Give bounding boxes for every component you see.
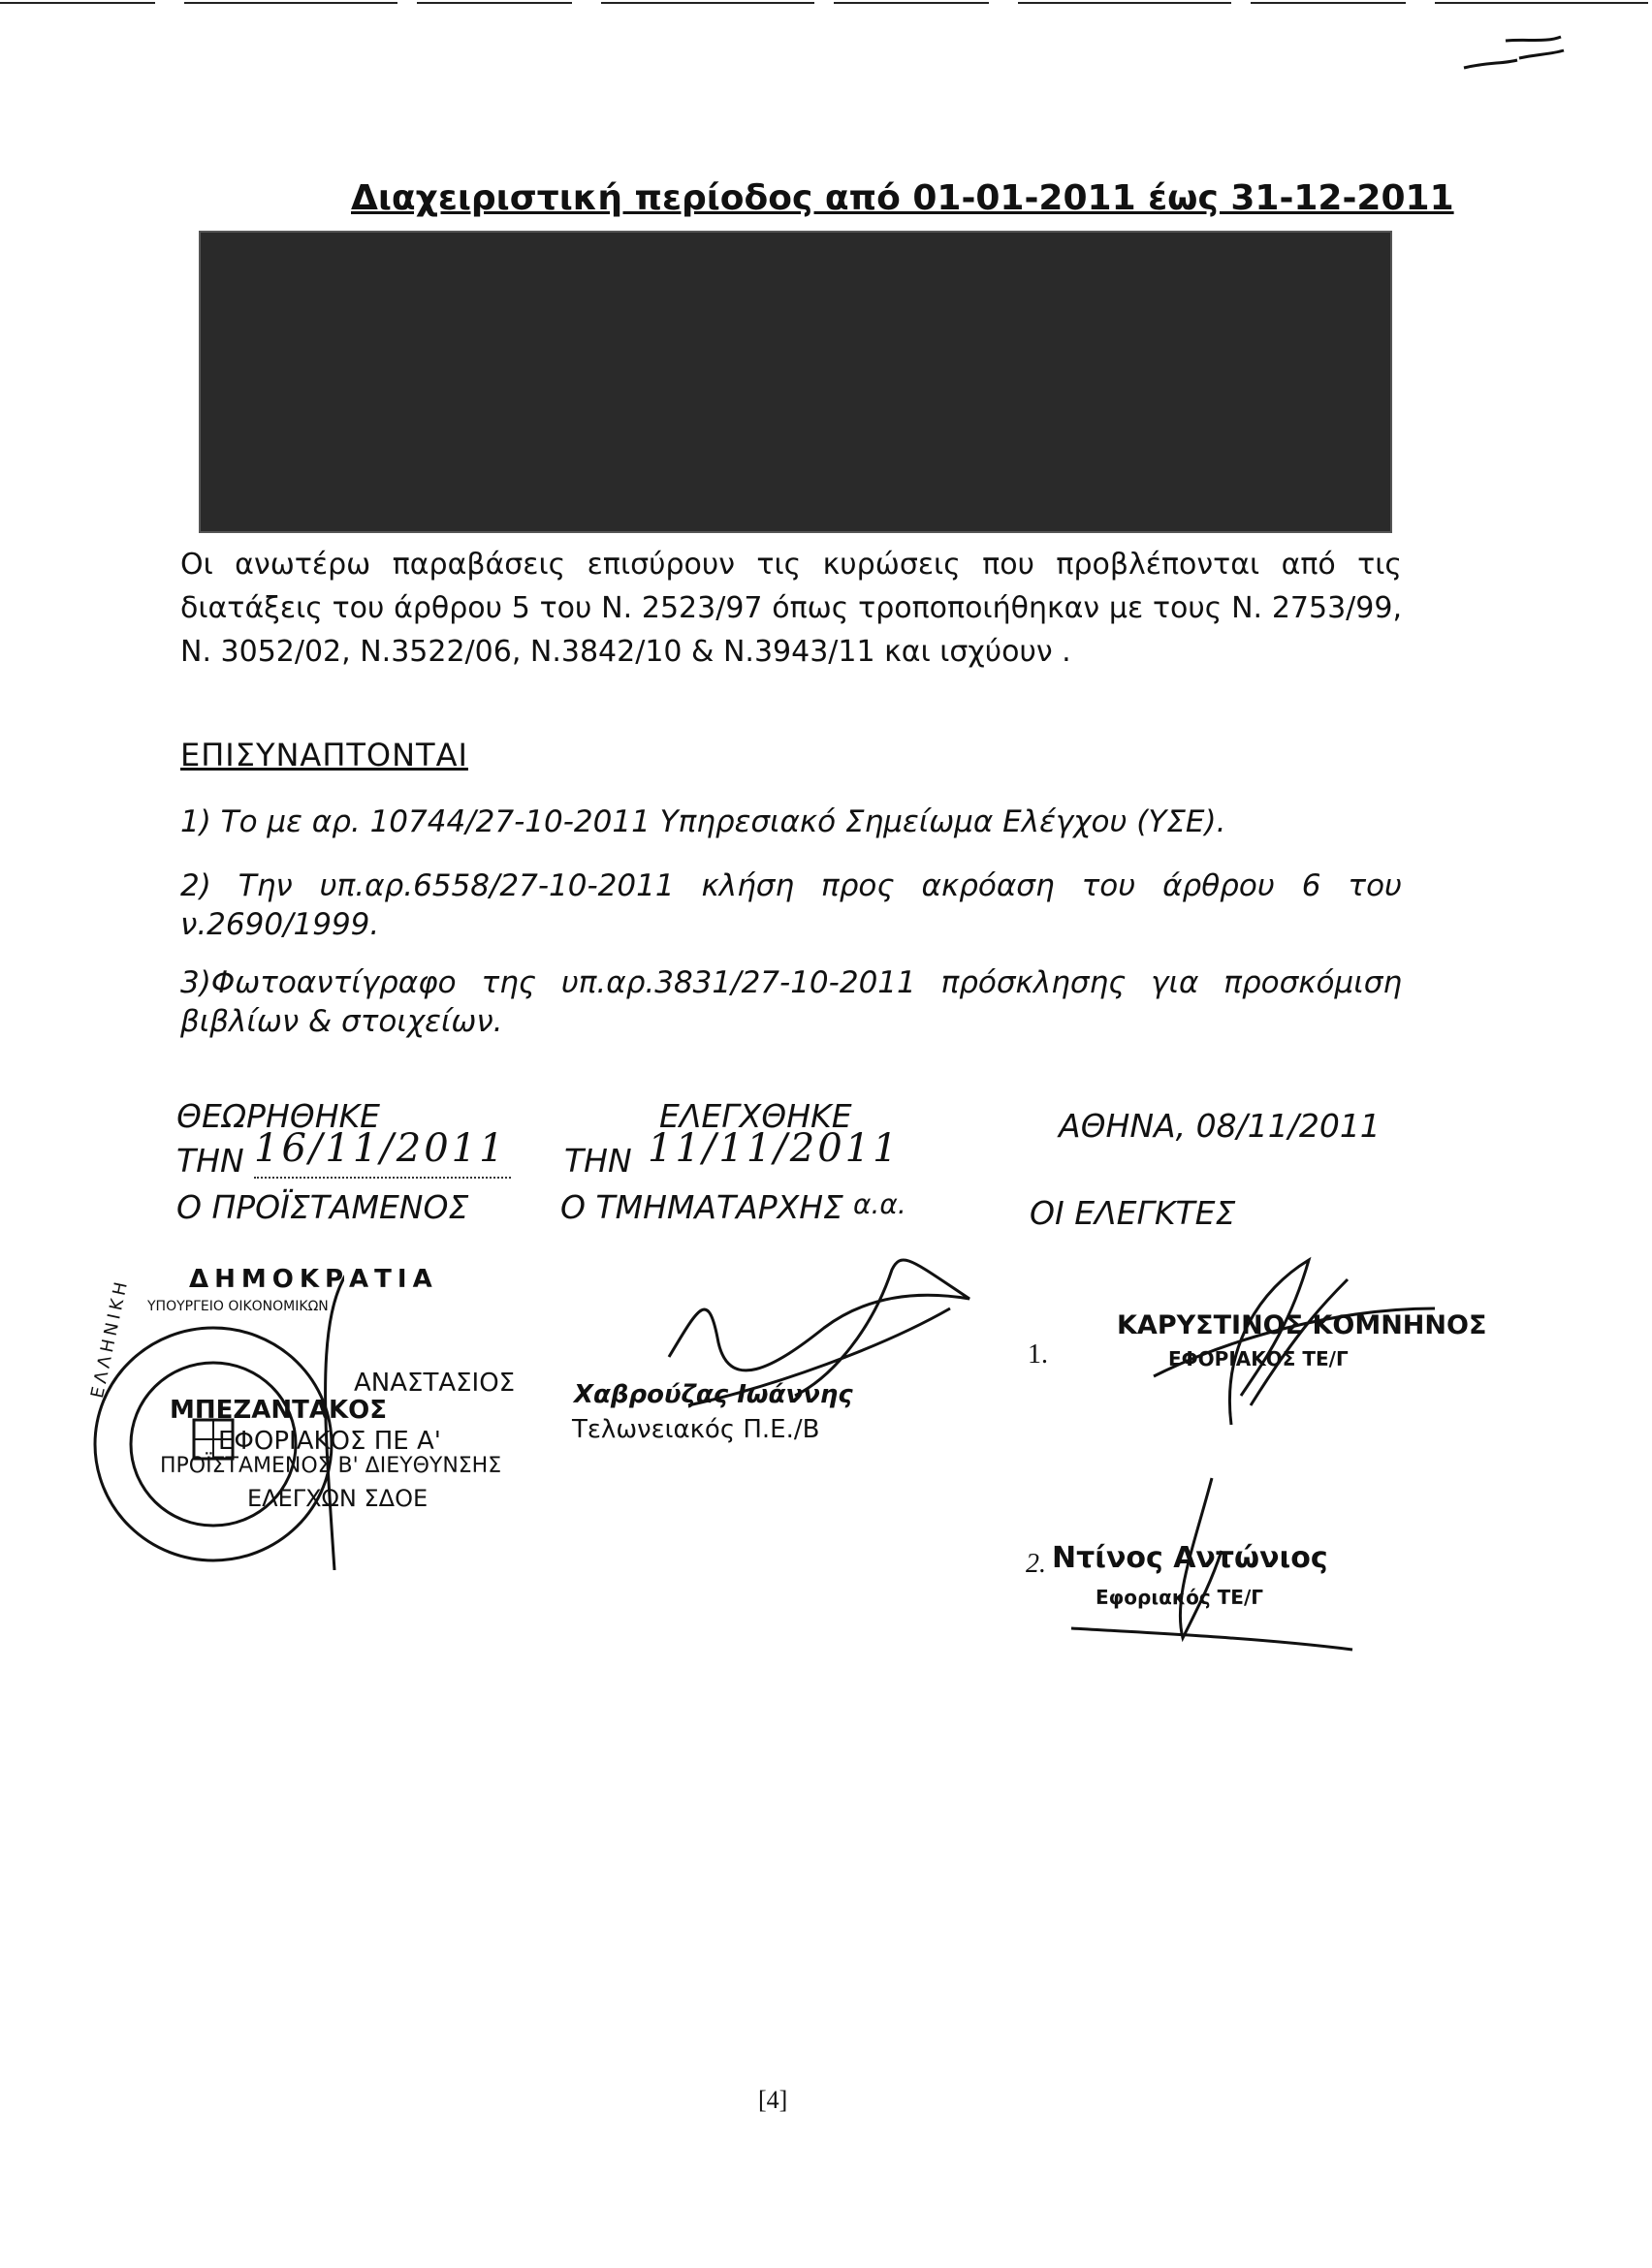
redacted-block bbox=[199, 231, 1392, 533]
director-role-3: ΕΛΕΓΧΩΝ ΣΔΟΕ bbox=[247, 1485, 429, 1512]
auditor-2-number: 2. bbox=[1026, 1549, 1046, 1579]
head-of-section-title: Ο ΤΜΗΜΑΤΑΡΧΗΣ bbox=[560, 1188, 843, 1226]
page-title: Διαχειριστική περίοδος από 01-01-2011 έως 31-12-2011 bbox=[351, 178, 1454, 218]
auditor-1-name: ΚΑΡΥΣΤΙΝΟΣ ΚΟΜΝΗΝΟΣ bbox=[1117, 1310, 1487, 1340]
director-title: Ο ΠΡΟΪΣΤΑΜΕΝΟΣ bbox=[176, 1188, 469, 1226]
attachments-heading: ΕΠΙΣΥΝΑΠΤΟΝΤΑΙ bbox=[180, 737, 468, 773]
certified-label: ΘΕΩΡΗΘΗΚΕ bbox=[176, 1097, 381, 1135]
director-surname: ΜΠΕΖΑΝΤΑΚΟΣ bbox=[170, 1396, 387, 1425]
certified-date-handwritten: 16/11/2011 bbox=[254, 1126, 507, 1171]
stamp-text-left: ΕΛΛΗΝΙΚΗ bbox=[87, 1276, 133, 1401]
auditor-1-role: ΕΦΟΡΙΑΚΟΣ ΤΕ/Γ bbox=[1168, 1347, 1349, 1370]
checked-date-handwritten: 11/11/2011 bbox=[648, 1126, 901, 1171]
corner-scribble bbox=[1459, 29, 1566, 73]
signature-scribble-3 bbox=[1115, 1250, 1445, 1434]
checked-date-prefix: ΤΗΝ bbox=[564, 1142, 632, 1180]
director-role-1: ΕΦΟΡΙΑΚΟΣ ΠΕ Α' bbox=[218, 1427, 441, 1456]
auditor-2-role: Εφοριακός ΤΕ/Γ bbox=[1096, 1586, 1264, 1609]
head-of-section-aa: α.α. bbox=[853, 1188, 906, 1220]
stamp-text-top: ΔΗΜΟΚΡΑΤΙΑ bbox=[189, 1265, 438, 1294]
signature-scribble-4 bbox=[1066, 1473, 1357, 1657]
auditors-heading: ΟΙ ΕΛΕΓΚΤΕΣ bbox=[1030, 1194, 1236, 1232]
stamp-text-inner: ΥΠΟΥΡΓΕΙΟ ΟΙΚΟΝΟΜΙΚΩΝ bbox=[147, 1299, 329, 1314]
certified-date-prefix: ΤΗΝ bbox=[176, 1142, 244, 1180]
certified-date-line bbox=[254, 1177, 511, 1179]
page-number: [4] bbox=[758, 2086, 788, 2114]
director-firstname: ΑΝΑΣΤΑΣΙΟΣ bbox=[354, 1369, 516, 1398]
inspector-role: Τελωνειακός Π.Ε./Β bbox=[572, 1415, 820, 1444]
attachment-item-2: 2) Την υπ.αρ.6558/27-10-2011 κλήση προς ακρόαση του άρθρου 6 του ν.2690/1999. bbox=[180, 868, 1402, 942]
auditor-1-number: 1. bbox=[1028, 1339, 1048, 1370]
inspector-name: Χαβρούζας Ιωάννης bbox=[574, 1380, 853, 1409]
auditor-2-name: Ντίνος Αντώνιος bbox=[1052, 1541, 1328, 1575]
place-date: ΑΘΗΝΑ, 08/11/2011 bbox=[1059, 1107, 1381, 1145]
scan-border-top bbox=[0, 0, 1652, 12]
director-role-2: ΠΡΟΪΣΤΑΜΕΝΟΣ Β' ΔΙΕΥΘΥΝΣΗΣ bbox=[160, 1454, 502, 1478]
sanctions-paragraph: Οι ανωτέρω παραβάσεις επισύρουν τις κυρώσεις που προβλέπονται από τις διατάξεις του άρθρου 5 του Ν. 2523/97 όπως τροποποιήθηκαν με τους Ν. 2753/99, Ν. 3052/02, Ν.3522/06, Ν.3842/10 & Ν.3943/11 και ισχύουν . bbox=[180, 548, 1402, 669]
checked-label: ΕΛΕΓΧΘΗΚΕ bbox=[659, 1097, 852, 1135]
attachment-item-1: 1) Το με αρ. 10744/27-10-2011 Υπηρεσιακό Σημείωμα Ελέγχου (ΥΣΕ). bbox=[180, 804, 1226, 839]
attachment-item-3: 3)Φωτοαντίγραφο της υπ.αρ.3831/27-10-2011 πρόσκλησης για προσκόμιση βιβλίων & στοιχείων. bbox=[180, 965, 1402, 1039]
